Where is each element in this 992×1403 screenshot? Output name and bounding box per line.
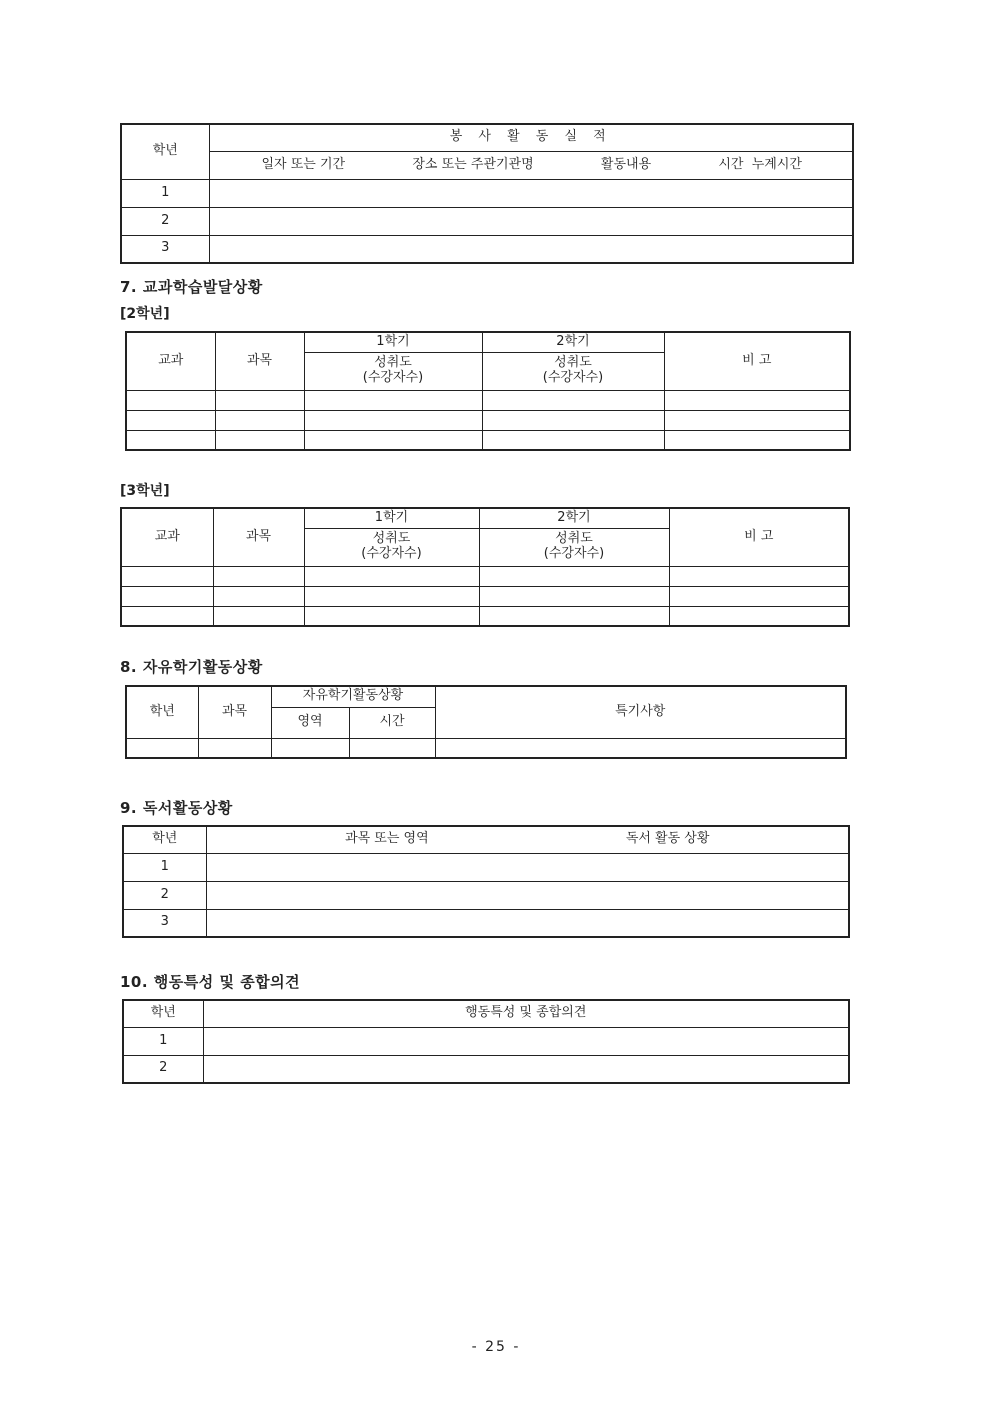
- semester1-header: 1학기: [304, 508, 479, 528]
- area-header: 영역: [271, 707, 349, 738]
- empty-cell[interactable]: [304, 390, 482, 410]
- enrolled-label: (수강자수): [542, 370, 604, 385]
- service-columns: [209, 151, 853, 179]
- enrolled-label: (수강자수): [362, 370, 424, 385]
- empty-cell[interactable]: [304, 586, 479, 606]
- grade-cell: 1: [121, 179, 209, 207]
- empty-cell[interactable]: [126, 738, 198, 758]
- grade-cell: 1: [123, 853, 206, 881]
- col-hours: 시간 누계시간: [718, 156, 802, 172]
- enrolled-label: (수강자수): [361, 546, 422, 561]
- entry-cell[interactable]: [209, 235, 853, 263]
- empty-cell[interactable]: [349, 738, 435, 758]
- behavior-header: 행동특성 및 종합의견: [203, 1000, 849, 1027]
- time-header: 시간: [349, 707, 435, 738]
- grade-header: 학년: [123, 1000, 203, 1027]
- empty-cell[interactable]: [482, 430, 664, 450]
- empty-cell[interactable]: [215, 390, 304, 410]
- empty-cell[interactable]: [479, 606, 669, 626]
- section8-heading: 8. 자유학기활동상황: [120, 658, 263, 676]
- empty-cell[interactable]: [126, 430, 215, 450]
- empty-cell[interactable]: [304, 410, 482, 430]
- empty-cell[interactable]: [121, 566, 213, 586]
- notes-header: 특기사항: [435, 686, 846, 738]
- behavior-table: [122, 999, 850, 1084]
- grade-cell: 3: [121, 235, 209, 263]
- grade-cell: 2: [123, 1055, 203, 1083]
- empty-cell[interactable]: [271, 738, 349, 758]
- empty-cell[interactable]: [121, 606, 213, 626]
- semester1-header: 1학기: [304, 332, 482, 352]
- achievement-header: [304, 528, 479, 566]
- empty-cell[interactable]: [669, 566, 849, 586]
- achievement-label: 성취도: [555, 531, 593, 547]
- entry-cell[interactable]: [206, 853, 849, 881]
- empty-cell[interactable]: [435, 738, 846, 758]
- entry-cell[interactable]: [206, 881, 849, 909]
- empty-cell[interactable]: [215, 410, 304, 430]
- entry-cell[interactable]: [203, 1055, 849, 1083]
- entry-cell[interactable]: [209, 179, 853, 207]
- grade-cell: 2: [123, 881, 206, 909]
- subject-header: 과목: [213, 508, 304, 566]
- col-date: 일자 또는 기간: [261, 156, 346, 172]
- empty-cell[interactable]: [215, 430, 304, 450]
- empty-cell[interactable]: [304, 606, 479, 626]
- empty-cell[interactable]: [213, 586, 304, 606]
- reading-columns: [206, 826, 849, 853]
- grade-header: 학년: [121, 124, 209, 179]
- empty-cell[interactable]: [126, 410, 215, 430]
- service-activity-table: [120, 123, 854, 264]
- empty-cell[interactable]: [482, 410, 664, 430]
- empty-cell[interactable]: [121, 586, 213, 606]
- grade2-label: [2학년]: [120, 306, 170, 322]
- achievement-header: [304, 352, 482, 390]
- col-reading: 독서 활동 상황: [625, 831, 710, 847]
- page-number: - 25 -: [471, 1339, 521, 1355]
- achievement-label: 성취도: [374, 355, 412, 371]
- subject-header: 과목: [198, 686, 271, 738]
- reading-table: [122, 825, 850, 938]
- grade-cell: 2: [121, 207, 209, 235]
- remarks-header: 비 고: [664, 332, 850, 390]
- empty-cell[interactable]: [482, 390, 664, 410]
- empty-cell[interactable]: [669, 586, 849, 606]
- empty-cell[interactable]: [304, 430, 482, 450]
- grade-cell: 3: [123, 909, 206, 937]
- empty-cell[interactable]: [479, 566, 669, 586]
- achievement-label: 성취도: [554, 355, 592, 371]
- subject-header: 과목: [215, 332, 304, 390]
- achievement-header: [479, 528, 669, 566]
- grade3-label: [3학년]: [120, 483, 170, 499]
- semester2-header: 2학기: [482, 332, 664, 352]
- col-place: 장소 또는 주관기관명: [412, 156, 534, 172]
- empty-cell[interactable]: [126, 390, 215, 410]
- enrolled-label: (수강자수): [543, 546, 605, 561]
- empty-cell[interactable]: [664, 390, 850, 410]
- section10-heading: 10. 행동특성 및 종합의견: [120, 973, 301, 991]
- empty-cell[interactable]: [304, 566, 479, 586]
- subject-area-header: 교과: [126, 332, 215, 390]
- empty-cell[interactable]: [213, 566, 304, 586]
- empty-cell[interactable]: [664, 410, 850, 430]
- semester2-header: 2학기: [479, 508, 669, 528]
- grade-header: 학년: [126, 686, 198, 738]
- empty-cell[interactable]: [664, 430, 850, 450]
- achievement-label: 성취도: [372, 531, 411, 547]
- grade3-table: [120, 507, 850, 627]
- subject-area-header: 교과: [121, 508, 213, 566]
- free-semester-table: [125, 685, 847, 759]
- achievement-header: [482, 352, 664, 390]
- entry-cell[interactable]: [206, 909, 849, 937]
- grade-cell: 1: [123, 1027, 203, 1055]
- activity-header: 자유학기활동상황: [271, 686, 435, 707]
- col-subject-area: 과목 또는 영역: [345, 831, 429, 847]
- empty-cell[interactable]: [198, 738, 271, 758]
- entry-cell[interactable]: [209, 207, 853, 235]
- empty-cell[interactable]: [479, 586, 669, 606]
- section7-heading: 7. 교과학습발달상황: [120, 278, 263, 296]
- grade-header: 학년: [123, 826, 206, 853]
- section9-heading: 9. 독서활동상황: [120, 799, 233, 817]
- entry-cell[interactable]: [203, 1027, 849, 1055]
- service-title: 봉 사 활 동 실 적: [209, 124, 853, 151]
- grade2-table: [125, 331, 851, 451]
- empty-cell[interactable]: [669, 606, 849, 626]
- remarks-header: 비 고: [669, 508, 849, 566]
- empty-cell[interactable]: [213, 606, 304, 626]
- col-content: 활동내용: [600, 156, 652, 172]
